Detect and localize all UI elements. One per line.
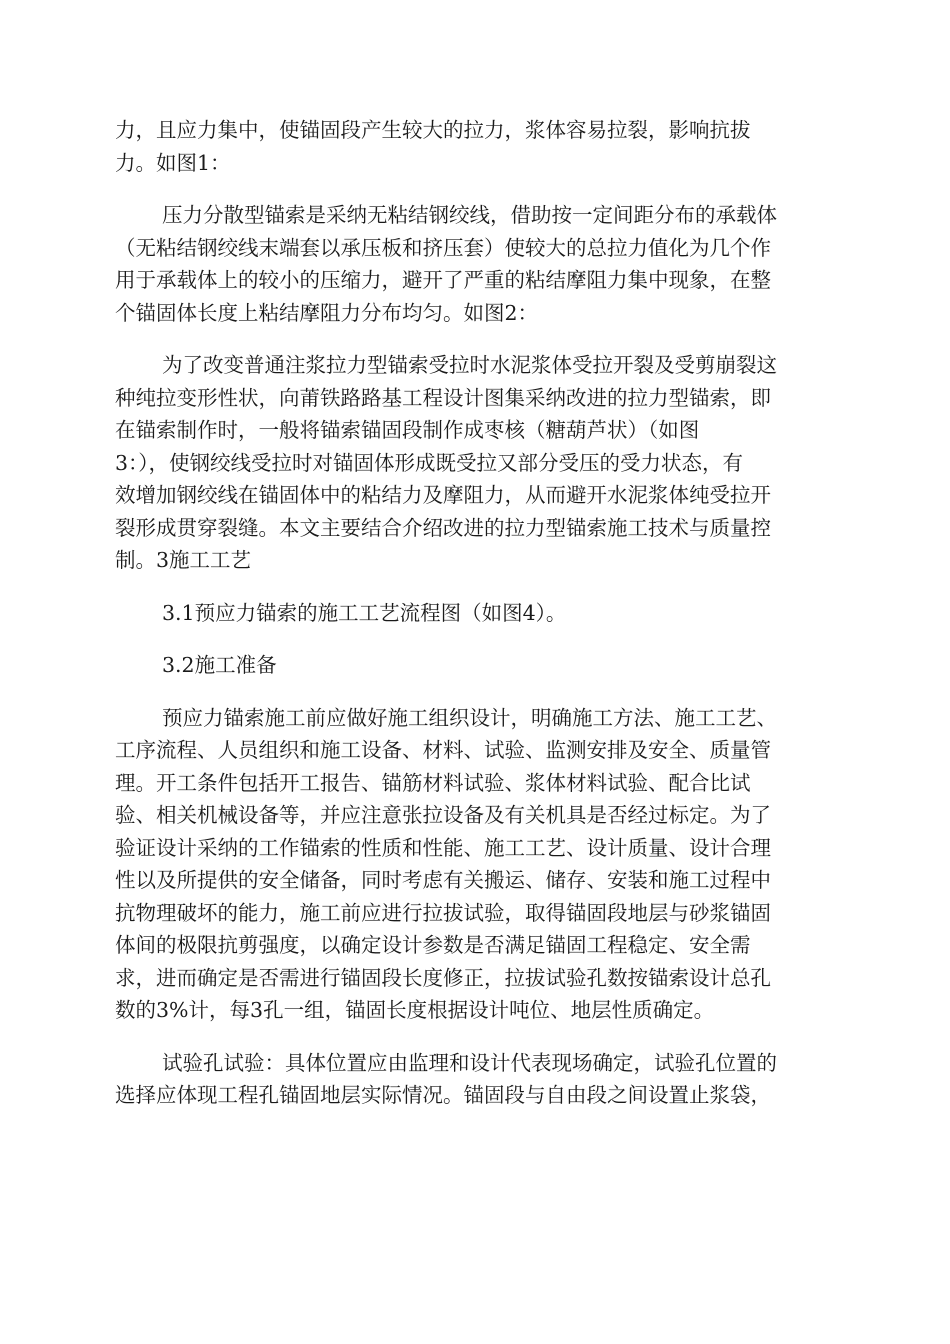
text-line: 制。3施工工艺	[115, 548, 252, 572]
text-line: 体间的极限抗剪强度，以确定设计参数是否满足锚固工程稳定、安全需	[115, 933, 751, 957]
text-line: 效增加钢绞线在锚固体中的粘结力及摩阻力，从而避开水泥浆体纯受拉开	[115, 483, 771, 507]
text-line: 数的3%计，每3孔一组，锚固长度根据设计吨位、地层性质确定。	[115, 998, 715, 1022]
text-line: 力，且应力集中，使锚固段产生较大的拉力，浆体容易拉裂，影响抗拔	[115, 118, 751, 142]
text-line: 为了改变普通注浆拉力型锚索受拉时水泥浆体受拉开裂及受剪崩裂这	[162, 353, 777, 377]
text-line: 在锚索制作时，一般将锚索锚固段制作成枣核（糖葫芦状）（如图	[115, 418, 700, 442]
text-line: 验证设计采纳的工作锚索的性质和性能、施工工艺、设计质量、设计合理	[115, 835, 771, 860]
paragraph	[115, 114, 837, 179]
text-line: 工序流程、人员组织和施工设备、材料、试验、监测安排及安全、质量管	[115, 738, 771, 762]
text-line: 试验孔试验：具体位置应由监理和设计代表现场确定，试验孔位置的	[162, 1050, 777, 1075]
text-line: 个锚固体长度上粘结摩阻力分布均匀。如图2：	[115, 300, 539, 325]
paragraph	[115, 597, 837, 630]
text-line: （无粘结钢绞线末端套以承压板和挤压套）使较大的总拉力值化为几个作	[115, 235, 771, 260]
text-line: 理。开工条件包括开工报告、锚筋材料试验、浆体材料试验、配合比试	[115, 770, 751, 795]
text-line: 选择应体现工程孔锚固地层实际情况。锚固段与自由段之间设置止浆袋，	[115, 1083, 771, 1107]
text-line: 3.2施工准备	[162, 653, 277, 677]
text-line: 性以及所提供的安全储备，同时考虑有关搬运、储存、安装和施工过程中	[115, 868, 771, 892]
text-line: 3：），使钢绞线受拉时对锚固体形成既受拉又部分受压的受力状态，有	[115, 450, 744, 475]
paragraph	[115, 349, 837, 577]
text-line: 求，进而确定是否需进行锚固段长度修正，拉拔试验孔数按锚索设计总孔	[115, 965, 771, 990]
body-text	[115, 114, 837, 1112]
text-line: 3.1预应力锚索的施工工艺流程图（如图4）。	[162, 600, 567, 625]
paragraph	[115, 649, 837, 682]
text-line: 压力分散型锚索是采纳无粘结钢绞线，借助按一定间距分布的承载体	[162, 203, 777, 227]
paragraph	[115, 1047, 837, 1112]
text-line: 预应力锚索施工前应做好施工组织设计，明确施工方法、施工工艺、	[162, 705, 777, 730]
text-line: 裂形成贯穿裂缝。本文主要结合介绍改进的拉力型锚索施工技术与质量控	[115, 515, 771, 540]
paragraph	[115, 702, 837, 1027]
paragraph	[115, 199, 837, 329]
text-line: 抗物理破坏的能力，施工前应进行拉拔试验，取得锚固段地层与砂浆锚固	[115, 900, 771, 925]
text-line: 力。如图1：	[115, 150, 231, 175]
text-line: 验、相关机械设备等，并应注意张拉设备及有关机具是否经过标定。为了	[115, 803, 771, 827]
text-line: 用于承载体上的较小的压缩力，避开了严重的粘结摩阻力集中现象，在整	[115, 268, 771, 292]
text-line: 种纯拉变形性状，向莆铁路路基工程设计图集采纳改进的拉力型锚索，即	[115, 385, 771, 410]
